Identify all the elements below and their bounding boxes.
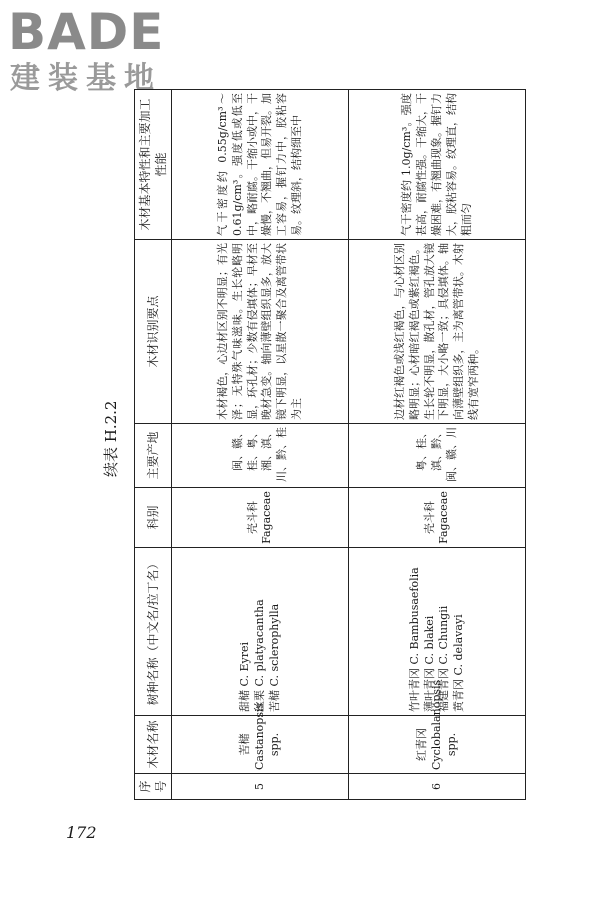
page-number: 172 <box>66 823 97 842</box>
table-caption: 续表 H.2.2 <box>102 400 120 477</box>
properties: 气干密度约 0.55g/cm³～0.61g/cm³。强度低或低至中，略耐腐。干缩小或中，干燥慢，不翘曲，但易开裂。加工容易，握钉力中，胶粘容易。纹理斜，结构细至中 <box>172 90 349 240</box>
properties: 气干密度约 1.0g/cm³。强度甚高，耐腐性强。干缩大，干燥困难，有翘曲现象。握钉力大，胶粘容易。纹理直，结构粗而匀 <box>349 90 526 240</box>
header-no: 序号 <box>135 774 172 800</box>
header-wood-name: 木材名称 <box>135 716 172 774</box>
region: 粤、桂、滇、黔、闽、赣、川 <box>349 424 526 488</box>
table-row <box>349 90 526 800</box>
species-item: 苦槠 C. sclerophylla <box>267 603 281 712</box>
species-list <box>349 548 526 716</box>
logo-latin: BADE <box>8 3 165 61</box>
rotated-page-content <box>98 85 522 800</box>
wood-name: 苦槠 Castanopsis spp. <box>172 716 349 774</box>
species-item: 福建青冈 C. Chungii <box>437 605 451 712</box>
wood-species-table <box>134 89 526 800</box>
species-item: 黄青冈 C. delavayi <box>452 614 466 712</box>
table-header-row <box>135 90 172 800</box>
identification: 木材褐色，心边材区别不明显；有光泽；无特殊气味滋味。生长轮略明显，环孔材；少数有侵填体；早材至晚材急变。轴向薄壁组织显多，放大镜下明显，以星散一聚合及离管带状为主 <box>172 240 349 424</box>
identification: 边材红褐色或浅红褐色，与心材区别略明显；心材暗红褐色或紫红褐色。生长轮不明显，散孔材，管孔放大镜下明显，大小略一致；具侵填体。轴向薄壁组织多，主为离管带状。木射线有宽窄两种。 <box>349 240 526 424</box>
row-number: 6 <box>349 774 526 800</box>
table-row <box>172 90 349 800</box>
header-species: 树种名称（中文名/拉丁名） <box>135 548 172 716</box>
species-item: 丝栗 C. platyacantha <box>252 599 266 712</box>
family: 壳斗科 Fagaceae <box>172 488 349 548</box>
species-item: 甜槠 C. Eyrei <box>238 641 252 712</box>
region: 闽、赣、桂、粤、湘、滇、川、黔、桂 <box>172 424 349 488</box>
header-identification: 木材识别要点 <box>135 240 172 424</box>
header-region: 主要产地 <box>135 424 172 488</box>
logo-chinese: 建装基地 <box>10 61 162 96</box>
family: 壳斗科 Fagaceae <box>349 488 526 548</box>
species-list <box>172 548 349 716</box>
row-number: 5 <box>172 774 349 800</box>
header-family: 科别 <box>135 488 172 548</box>
species-item: 竹叶青冈 C. Bambusaefolia <box>407 567 421 712</box>
wood-name: 红青冈 Cyclobalanopsis spp. <box>349 716 526 774</box>
header-properties: 木材基本特性和主要加工性能 <box>135 90 172 240</box>
species-item: 薄叶青冈 C. blakei <box>422 615 436 712</box>
